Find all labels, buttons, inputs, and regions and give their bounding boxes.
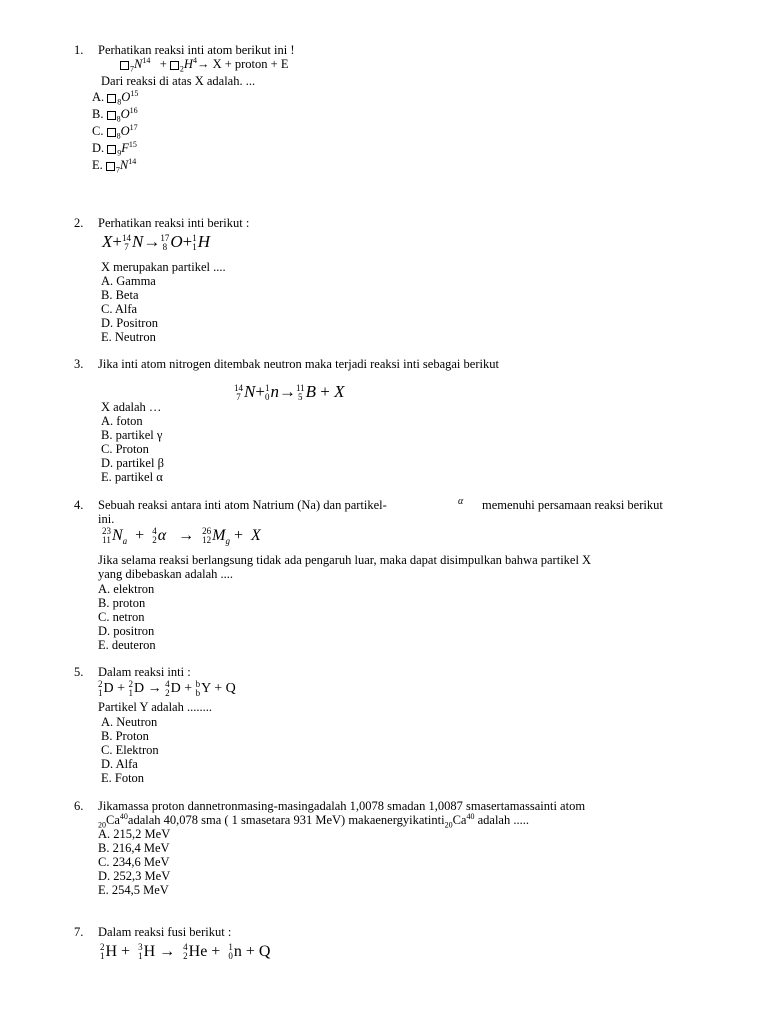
option-c: C. Alfa — [101, 302, 138, 316]
question-number: 5. — [74, 665, 84, 679]
element-symbol: O — [120, 107, 130, 121]
reaction-equation: 14 7 N+ 1 0 n→ 11 5 B + X — [234, 382, 345, 403]
missing-glyph-icon — [106, 162, 115, 171]
atomic-number: 7 — [115, 165, 120, 175]
question-text: Perhatikan reaksi inti berikut : — [98, 216, 250, 230]
missing-glyph-icon — [107, 94, 116, 103]
question-text: Dalam reaksi inti : — [98, 665, 191, 679]
element-symbol: Ca — [106, 813, 120, 827]
option-d: D. positron — [98, 624, 155, 638]
option-letter: E. — [92, 158, 103, 172]
option-letter: B. — [92, 107, 104, 121]
missing-glyph-icon — [107, 128, 116, 137]
question-text-fragment: adalah 40,078 sma ( 1 smasetara 931 MeV) makaenergyikatinti — [127, 813, 445, 827]
question-prompt-b: yang dibebaskan adalah .... — [98, 567, 234, 581]
option-a: A. Neutron — [101, 715, 158, 729]
reaction-equation: 2 1 H + 3 1 H → 4 2 He + 1 0 n + Q — [100, 942, 271, 962]
option-a: A. 215,2 MeV — [98, 827, 171, 841]
equation-tail: X + proton + E — [212, 57, 289, 71]
element-symbol: O — [121, 90, 131, 104]
mass-number: 15 — [130, 88, 139, 98]
question-number: 3. — [74, 357, 84, 371]
option-a: A. elektron — [98, 582, 155, 596]
option-e: E. Foton — [101, 771, 145, 785]
option-e: E. deuteron — [98, 638, 156, 652]
question-number: 1. — [74, 43, 84, 57]
question-prompt: Partikel Y adalah ........ — [98, 700, 212, 714]
mass-number: 16 — [129, 105, 138, 115]
option-c: C. Elektron — [101, 743, 159, 757]
option-a — [92, 88, 139, 107]
reaction-equation: 23 11 $N_a$ + 4 2 α → 26 12 $M_g + X$ — [102, 526, 261, 547]
alpha-symbol: α — [458, 496, 464, 507]
option-letter: D. — [92, 141, 105, 155]
option-a: A. foton — [101, 414, 143, 428]
option-d — [92, 139, 137, 158]
option-b — [92, 105, 138, 124]
atomic-number: 9 — [117, 148, 122, 158]
question-number: 2. — [74, 216, 84, 230]
option-b: B. Proton — [101, 729, 149, 743]
reaction-equation: 2 1 D + 2 1 D → 4 2 D + b b Y + Q — [98, 679, 236, 698]
question-text-fragment: adalah ..... — [477, 813, 529, 827]
question-text: Jika inti atom nitrogen ditembak neutron maka terjadi reaksi inti sebagai berikut — [98, 357, 499, 371]
option-c: C. Proton — [101, 442, 149, 456]
option-b: B. proton — [98, 596, 146, 610]
option-a: A. Gamma — [101, 274, 156, 288]
missing-glyph-icon — [107, 111, 116, 120]
question-text-a: Sebuah reaksi antara inti atom Natrium (Na) dan partikel- — [98, 498, 387, 512]
option-e: E. 254,5 MeV — [98, 883, 169, 897]
reaction-equation: X+ 14 7 N→ 17 8 O+ 1 1 H — [102, 232, 210, 253]
question-text-c: ini. — [98, 512, 115, 526]
element-symbol: Ca — [452, 813, 467, 827]
question-prompt: X merupakan partikel .... — [101, 260, 226, 274]
option-letter: A. — [92, 90, 105, 104]
atomic-number: 8 — [117, 97, 122, 107]
option-c: C. 234,6 MeV — [98, 855, 170, 869]
question-prompt: Dari reaksi di atas X adalah. ... — [101, 74, 256, 88]
mass-number: 14 — [128, 156, 137, 166]
option-d: D. 252,3 MeV — [98, 869, 171, 883]
option-b: B. 216,4 MeV — [98, 841, 170, 855]
missing-glyph-icon — [120, 61, 129, 70]
option-b: B. partikel γ — [101, 428, 163, 442]
question-number: 7. — [74, 925, 84, 939]
option-e: E. Neutron — [101, 330, 156, 344]
missing-glyph-icon — [107, 145, 116, 154]
reaction-equation: $_7N^{14} + _2H^4\to X$ + proton + E — [120, 57, 288, 71]
question-text-b: memenuhi persamaan reaksi berikut — [482, 498, 663, 512]
missing-glyph-icon — [170, 61, 179, 70]
option-d: D. partikel β — [101, 456, 164, 470]
option-e: E. partikel α — [101, 470, 163, 484]
element-symbol: N — [119, 158, 129, 172]
question-text-line1: Jikamassa proton dannetronmasing-masingadalah 1,0078 smadan 1,0087 smasertamassainti atom — [98, 799, 586, 813]
question-text: Perhatikan reaksi inti atom berikut ini ! — [98, 43, 295, 57]
mass-number: 15 — [128, 139, 137, 149]
option-c: C. netron — [98, 610, 145, 624]
question-prompt: X adalah … — [101, 400, 162, 414]
option-e — [92, 156, 137, 175]
element-symbol: F — [121, 141, 129, 155]
element-symbol: O — [120, 124, 130, 138]
option-letter: C. — [92, 124, 104, 138]
atomic-number: 8 — [116, 131, 121, 141]
atomic-number: 8 — [116, 114, 121, 124]
question-text: Dalam reaksi fusi berikut : — [98, 925, 232, 939]
option-d: D. Alfa — [101, 757, 138, 771]
option-b: B. Beta — [101, 288, 139, 302]
mass-number: 17 — [129, 122, 138, 132]
option-d: D. Positron — [101, 316, 158, 330]
question-text-line2: $_{20}Ca^{40}adalah$ 40,078 sma ( 1 smasetara 931 MeV) $makaenergyikatinti_{20}Ca^{40}$ adalah ..... — [98, 811, 529, 830]
option-c — [92, 122, 138, 141]
question-number: 4. — [74, 498, 84, 512]
question-prompt-a: Jika selama reaksi berlangsung tidak ada pengaruh luar, maka dapat disimpulkan bahwa partikel X — [98, 553, 592, 567]
question-number: 6. — [74, 799, 84, 813]
